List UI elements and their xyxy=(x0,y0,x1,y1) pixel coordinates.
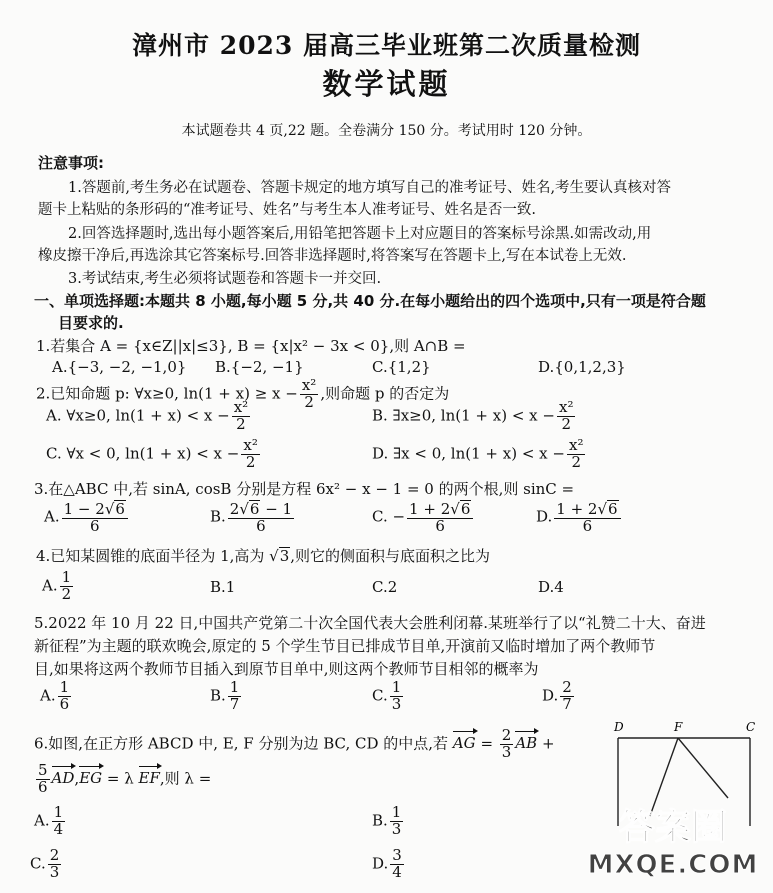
q6-a-num: 1 xyxy=(53,803,64,821)
exam-title: 漳州市 2023 届高三毕业班第二次质量检测 xyxy=(132,31,641,60)
q6-vector-ag: AG xyxy=(452,734,476,753)
q5-option-b-label: B. xyxy=(210,686,226,705)
q3-option-b: B. $\frac{2√6 - 1}{6}$ xyxy=(210,500,293,535)
q5-line-1: 5.2022 年 10 月 22 日,中国共产党第二十次全国代表大会胜利闭幕.某班举行了以“礼赞二十大、奋进 xyxy=(34,614,706,632)
q5-option-d-label: D. xyxy=(542,686,559,705)
q5-b-num: 1 xyxy=(229,678,240,696)
q2-frac-den: 2 xyxy=(304,392,314,411)
figure-label-d: D xyxy=(614,720,624,734)
q6-vector-eg: EG xyxy=(79,769,103,788)
q2-option-d-frac-den: 2 xyxy=(571,452,581,471)
q5-d-den: 7 xyxy=(562,694,572,713)
q2-option-c-frac-num: x² xyxy=(243,436,258,454)
q3-c-num: 1 + 2 xyxy=(409,500,451,518)
q3-d-den: 6 xyxy=(582,516,593,535)
q3-a-den: 6 xyxy=(89,516,100,535)
q1-option-d: D.{0,1,2,3} xyxy=(538,358,626,376)
q5-a-den: 6 xyxy=(59,694,70,713)
q3-d-radicand: 6 xyxy=(608,500,618,518)
notice-item-2-line-1: 2.回答选择题时,选出每小题答案后,用铅笔把答题卡上对应题目的答案标号涂黑.如需改动,用 xyxy=(68,226,652,242)
q5-line-3: 目,如果将这两个教师节目插入到原节目单中,则这两个教师节目相邻的概率为 xyxy=(34,660,539,678)
q2-option-b-text: B. ∃x≥0, ln(1 + x) < x − xyxy=(372,406,555,425)
q4-option-a xyxy=(42,570,75,603)
q3-b-num: 2 xyxy=(229,500,240,518)
q2-option-c-frac-den: 2 xyxy=(245,452,256,471)
q2-stem-post: ,则命题 p 的否定为 xyxy=(320,384,450,403)
q3-c-radicand: 6 xyxy=(460,500,471,518)
q6-stem-text: 6.如图,在正方形 ABCD 中, E, F 分别为边 BC, CD 的中点,若 xyxy=(34,734,449,753)
q6-c-num: 2 xyxy=(49,846,60,864)
q2-option-c-text: C. ∀x < 0, ln(1 + x) < x − xyxy=(46,444,240,463)
q5-c-num: 1 xyxy=(391,678,402,696)
q3-b-den: 6 xyxy=(256,516,266,535)
q6-comma: , xyxy=(74,769,80,788)
q3-option-a: A. $\frac{1 - 2√6}{6}$ xyxy=(44,500,130,535)
q4-option-a-label: A. xyxy=(42,576,58,595)
q6-option-d-label: D. xyxy=(372,854,389,873)
notice-item-1-line-1: 1.答题前,考生务必在试题卷、答题卡规定的地方填写自己的准考证号、姓名,考生要认真核对答 xyxy=(68,180,672,196)
q2-frac-num: x² xyxy=(301,376,317,394)
q6-vector-ab: AB xyxy=(515,734,538,753)
q3-stem: 3.在△ABC 中,若 sinA, cosB 分别是方程 6x² − x − 1 = 0 的两个根,则 sinC = xyxy=(34,480,575,498)
q3-option-c-label: C. − xyxy=(372,507,406,526)
q6-stem-line-2 xyxy=(34,763,211,796)
q2-option-a-text: A. ∀x≥0, ln(1 + x) < x − xyxy=(46,406,230,425)
q2-option-d-frac-num: x² xyxy=(568,436,584,454)
q6-c-den: 3 xyxy=(49,862,60,881)
q6-frac1-den: 3 xyxy=(501,742,512,761)
q3-a-num: 1 − 2 xyxy=(63,500,105,518)
notice-item-3: 3.考试结束,考生必须将试题卷和答题卡一并交回. xyxy=(68,271,382,287)
q2-option-a-frac-num: x² xyxy=(233,398,249,416)
q6-frac2-num: 5 xyxy=(38,761,48,779)
q4-stem-post: ,则它的侧面积与底面积之比为 xyxy=(290,547,491,565)
q3-option-b-label: B. xyxy=(210,507,226,526)
q4-stem-pre: 4.已知某圆锥的底面半径为 1,高为 xyxy=(36,547,270,565)
q1-option-a: A.{−3, −2, −1,0} xyxy=(52,358,187,376)
q3-a-radicand: 6 xyxy=(115,500,125,518)
notice-item-1-line-2: 题卡上粘贴的条形码的“准考证号、姓名”与考生本人准考证号、姓名是否一致. xyxy=(38,202,536,218)
q2-option-a xyxy=(46,400,252,433)
q6-option-b-label: B. xyxy=(372,811,388,830)
q6-option-a-label: A. xyxy=(34,811,50,830)
watermark-bottom: MXQE.COM xyxy=(587,850,759,880)
q5-option-a xyxy=(40,680,73,713)
q6-vector-ad: AD xyxy=(51,769,75,788)
q6-stem-line-1 xyxy=(34,728,555,761)
q4-a-den: 2 xyxy=(61,584,72,603)
q4-a-num: 1 xyxy=(61,568,72,586)
exam-info: 本试题卷共 4 页,22 题。全卷满分 150 分。考试用时 120 分钟。 xyxy=(181,123,592,139)
figure-label-c: C xyxy=(746,720,756,734)
q3-b-num-tail: − 1 xyxy=(260,500,293,518)
q5-option-c xyxy=(372,680,405,713)
q6-vector-ef: EF xyxy=(138,769,160,788)
q5-line-2: 新征程”为主题的联欢晚会,原定的 5 个学生节目已排成节目单,开演前又临时增加了两个教师节 xyxy=(34,637,656,655)
q6-equals-lambda: = λ xyxy=(106,769,134,788)
q4-option-d: D.4 xyxy=(538,578,564,596)
q2-option-b xyxy=(372,400,577,433)
figure-label-f: F xyxy=(674,720,683,734)
q6-stem-tail: ,则 λ = xyxy=(159,769,212,788)
notice-item-2-line-2: 橡皮擦干净后,再选涂其它答案标号.回答非选择题时,将答案写在答题卡上,写在本试卷上无效. xyxy=(38,248,627,264)
q2-option-a-frac-den: 2 xyxy=(236,414,246,433)
q3-option-a-label: A. xyxy=(44,507,60,526)
q2-option-b-frac-num: x² xyxy=(558,398,574,416)
q6-option-b xyxy=(372,805,405,838)
q2-option-d xyxy=(372,438,587,471)
watermark-logo xyxy=(583,799,763,885)
q6-b-num: 1 xyxy=(391,803,402,821)
q6-option-a xyxy=(34,805,67,838)
q5-d-num: 2 xyxy=(562,678,572,696)
section-heading-line-1: 一、单项选择题:本题共 8 小题,每小题 5 分,共 40 分.在每小题给出的四个选项中,只有一项是符合题 xyxy=(34,292,706,310)
q5-option-d xyxy=(542,680,576,713)
q6-d-den: 4 xyxy=(392,862,402,881)
q3-d-num: 1 + 2 xyxy=(556,500,598,518)
q5-a-num: 1 xyxy=(59,678,70,696)
q5-b-den: 7 xyxy=(229,694,240,713)
q6-b-den: 3 xyxy=(391,819,402,838)
q6-frac2-den: 6 xyxy=(38,777,48,796)
q5-option-c-label: C. xyxy=(372,686,388,705)
q6-plus: + xyxy=(541,734,555,753)
q6-frac1-num: 2 xyxy=(501,726,512,744)
section-heading-line-2: 目要求的. xyxy=(58,314,124,332)
q6-option-c xyxy=(30,848,63,881)
q6-equals: = xyxy=(480,734,494,753)
q3-option-d-label: D. xyxy=(536,507,553,526)
q4-option-b: B.1 xyxy=(210,578,236,596)
watermark-top: 答案圈 xyxy=(618,807,727,848)
q1-stem: 1.若集合 A = {x∈Z||x|≤3}, B = {x|x² − 3x < 0},则 A∩B = xyxy=(36,337,466,355)
q5-option-a-label: A. xyxy=(40,686,56,705)
q4-stem-radicand: 3 xyxy=(279,547,290,565)
q4-option-c: C.2 xyxy=(372,578,398,596)
q3-b-radicand: 6 xyxy=(249,500,260,518)
q2-stem-pre: 2.已知命题 p: ∀x≥0, ln(1 + x) ≥ x − xyxy=(36,384,298,403)
q5-c-den: 3 xyxy=(391,694,402,713)
q5-option-b xyxy=(210,680,243,713)
q6-option-c-label: C. xyxy=(30,854,46,873)
q1-option-b: B.{−2, −1} xyxy=(215,358,304,376)
q6-d-num: 3 xyxy=(392,846,402,864)
q2-option-b-frac-den: 2 xyxy=(561,414,571,433)
notice-heading: 注意事项: xyxy=(38,154,104,172)
q1-option-c: C.{1,2} xyxy=(372,358,431,376)
figure-segment-fe xyxy=(678,738,728,798)
subject-title: 数学试题 xyxy=(322,67,451,101)
q6-a-den: 4 xyxy=(53,819,64,838)
q3-option-c: C. − $\frac{1 + 2√6}{6}$ xyxy=(372,500,475,535)
q2-option-d-text: D. ∃x < 0, ln(1 + x) < x − xyxy=(372,444,565,463)
q2-option-c xyxy=(46,438,262,471)
q6-option-d xyxy=(372,848,406,881)
q4-stem: 4.已知某圆锥的底面半径为 1,高为 √3,则它的侧面积与底面积之比为 xyxy=(36,547,491,565)
q3-option-d: D. $\frac{1 + 2√6}{6}$ xyxy=(536,500,623,535)
q3-c-den: 6 xyxy=(435,516,445,535)
